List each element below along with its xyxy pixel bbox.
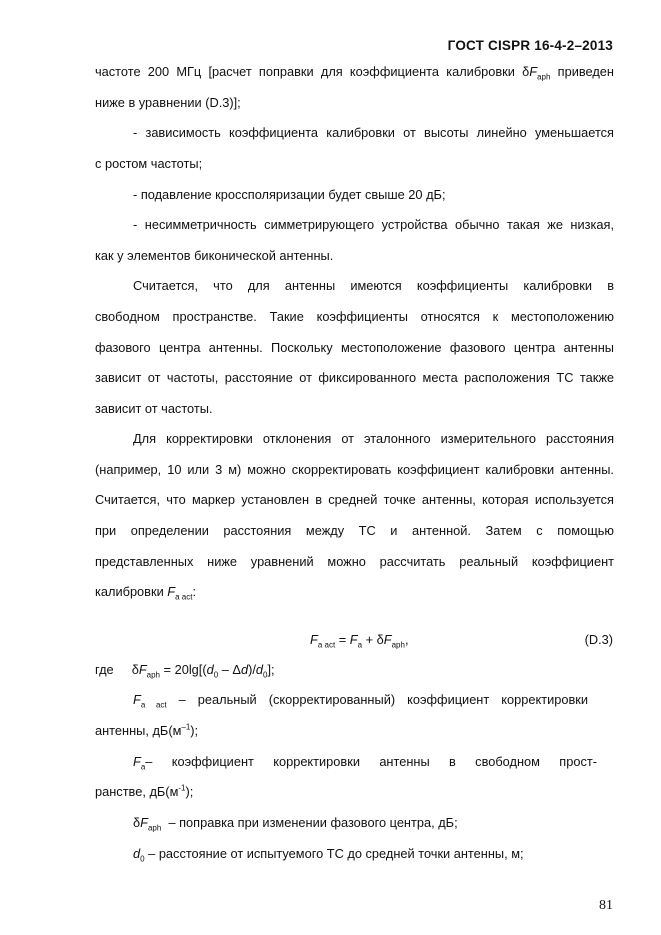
text-line: представленных ниже уравнений можно рассчитать реальный коэффициент	[95, 554, 614, 569]
text-line: ранстве, $дБ(м^{-1})$;	[95, 783, 194, 799]
text-line: калибровки $F_{a act}$:	[95, 584, 197, 602]
text-line: Считается, что маркер установлен в средней точке антенны, которая используется	[95, 492, 614, 507]
definition-fa: $F_a-$ коэффициент корректировки антенны в свободном прост-	[133, 754, 597, 772]
paragraph-start: Для корректировки отклонения от эталонного измерительного расстояния	[133, 431, 614, 446]
formula-d3: $F_{a act} = F_a + \delta F_{aph}$,	[310, 632, 409, 650]
list-item: - зависимость коэффициента калибровки от высоты линейно уменьшается	[133, 125, 614, 140]
definition-fa-act: $F_{a act}$ – реальный (скорректированный) коэффициент корректировки	[133, 692, 589, 710]
text-line: свободном пространстве. Такие коэффициенты относятся к местоположению	[95, 309, 614, 324]
definition-delta-faph: $\delta F_{aph}$ – поправка при изменении фазового центра, дБ;	[133, 815, 458, 833]
text-line: частоте 200 МГц [расчет поправки для коэффициента калибровки $\delta F_{aph}$ приведен	[95, 64, 614, 82]
where-line: где $\delta F_{aph} = 20\lg[(d_0 - \Delta d)/d_0]$;	[95, 662, 275, 680]
text-line: (например, 10 или 3 м) можно скорректировать коэффициент калибровки антенны.	[95, 462, 614, 477]
text-line: при определении расстояния между ТС и антенной. Затем с помощью	[95, 523, 614, 538]
document-header: ГОСТ CISPR 16-4-2–2013	[447, 38, 613, 53]
text-line: зависит от частоты.	[95, 401, 213, 416]
page-number: 81	[599, 898, 613, 913]
definition-d0: $d_0$ – расстояние от испытуемого ТС до средней точки антенны, м;	[133, 846, 524, 864]
list-item: - подавление кроссполяризации будет свыше 20 дБ;	[133, 187, 446, 202]
list-item: - несимметричность симметрирующего устройства обычно такая же низкая,	[133, 217, 614, 232]
text-line: с ростом частоты;	[95, 156, 203, 171]
text-line: зависит от частоты, расстояние от фиксированного места расположения ТС также	[95, 370, 614, 385]
text-line: антенны, $дБ(м^{-1})$;	[95, 722, 199, 738]
text-line: как у элементов биконической антенны.	[95, 248, 334, 263]
paragraph-start: Считается, что для антенны имеются коэффициенты калибровки в	[133, 278, 614, 293]
formula-number: (D.3)	[584, 632, 613, 647]
text-line: фазового центра антенны. Поскольку местоположение фазового центра антенны	[95, 340, 614, 355]
text-line: ниже в уравнении (D.3)];	[95, 95, 241, 110]
